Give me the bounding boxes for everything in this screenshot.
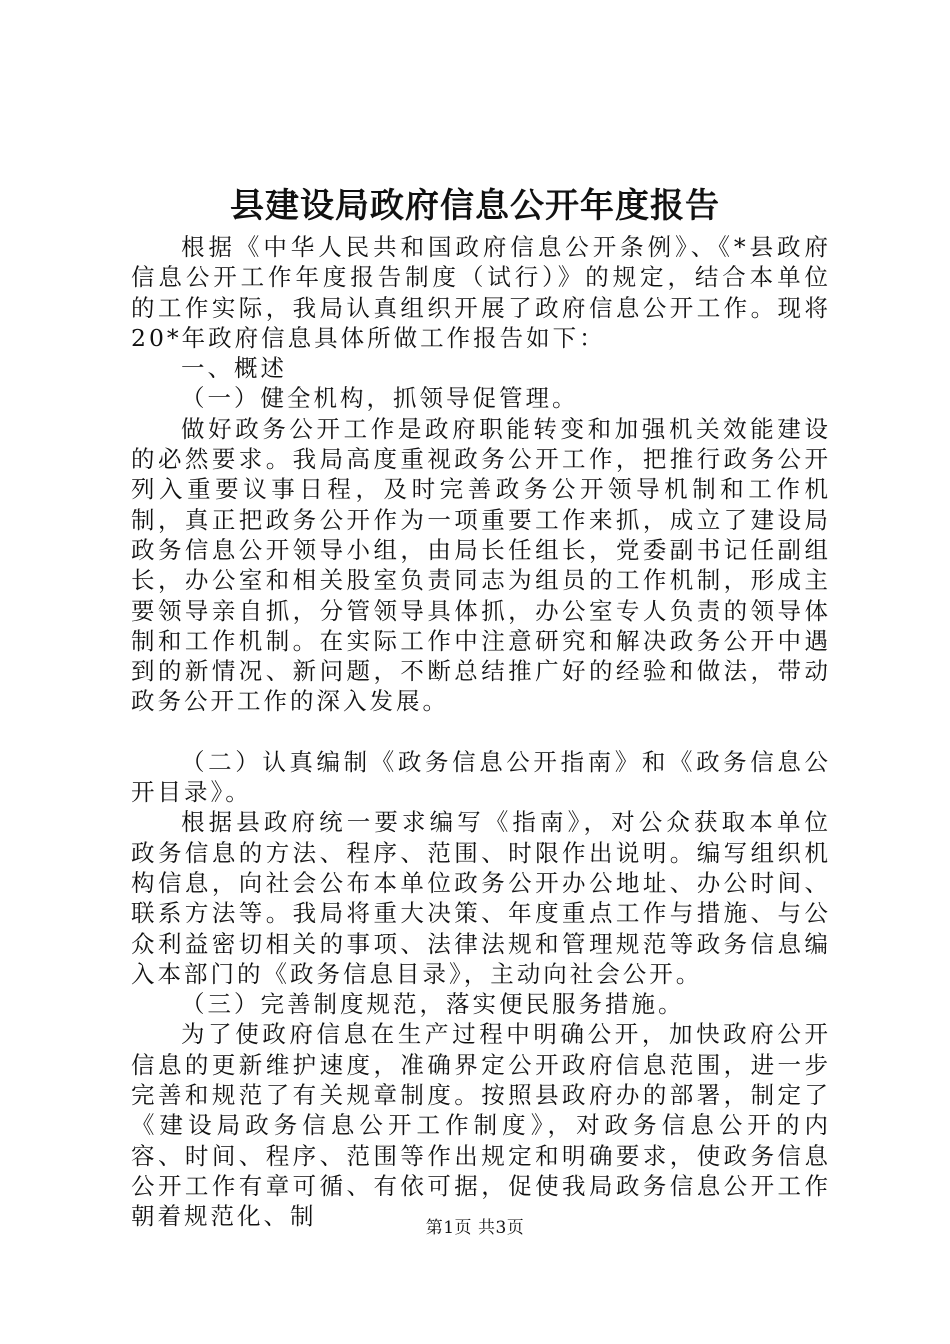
document-body [131, 232, 831, 1232]
document-title: 县建设局政府信息公开年度报告 [230, 186, 720, 226]
paragraph-intro: 根据《中华人民共和国政府信息公开条例》、《*县政府信息公开工作年度报告制度（试行）》的规定，结合本单位的工作实际，我局认真组织开展了政府信息公开工作。现将20*年政府信息具体所做工作报告如下： [131, 233, 831, 352]
subheading-2: （二）认真编制《政务信息公开指南》和《政务信息公开目录》。 [131, 747, 831, 807]
heading-overview: 一、概述 [181, 354, 287, 383]
paragraph-1: 做好政务公开工作是政府职能转变和加强机关效能建设的必然要求。我局高度重视政务公开工作，把推行政务公开列入重要议事日程，及时完善政务公开领导机制和工作机制，真正把政务公开作为一项重要工作来抓，成立了建设局政务信息公开领导小组，由局长任组长，党委副书记任副组长，办公室和相关股室负责同志为组员的工作机制，形成主要领导亲自抓，分管领导具体抓，办公室专人负责的领导体制和工作机制。在实际工作中注意研究和解决政务公开中遇到的新情况、新问题，不断总结推广好的经验和做法，带动政务公开工作的深入发展。 [131, 414, 831, 716]
paragraph-3: 为了使政府信息在生产过程中明确公开，加快政府公开信息的更新维护速度，准确界定公开政府信息范围，进一步完善和规范了有关规章制度。按照县政府办的部署，制定了《建设局政务信息公开工作制度》，对政务信息公开的内容、时间、程序、范围等作出规定和明确要求，使政务信息公开工作有章可循、有依可据，促使我局政务信息公开工作朝着规范化、制 [131, 1020, 831, 1231]
page-number: 第1页 共3页 [425, 1218, 525, 1238]
subheading-1: （一）健全机构，抓领导促管理。 [181, 384, 579, 413]
paragraph-2: 根据县政府统一要求编写《指南》，对公众获取本单位政务信息的方法、程序、范围、时限作出说明。编写组织机构信息，向社会公布本单位政务公开办公地址、办公时间、联系方法等。我局将重大决策、年度重点工作与措施、与公众利益密切相关的事项、法律法规和管理规范等政务信息编入本部门的《政务信息目录》，主动向社会公开。 [131, 808, 831, 988]
subheading-3: （三）完善制度规范，落实便民服务措施。 [181, 990, 685, 1019]
